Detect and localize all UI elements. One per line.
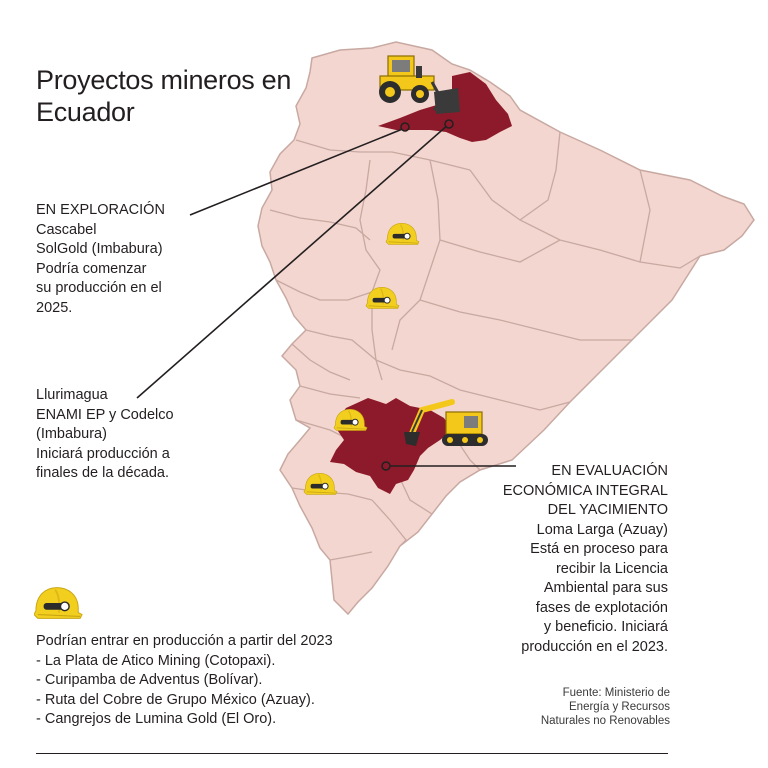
exploration-note: Podría comenzar — [36, 260, 147, 277]
exploration-status: EN EXPLORACIÓN — [36, 202, 165, 218]
map-title — [36, 64, 291, 128]
source-note — [541, 686, 670, 728]
source-line: Energía y Recursos — [569, 701, 670, 713]
evaluation-note: Está en proceso para — [530, 541, 668, 557]
legend-list — [36, 632, 333, 730]
source-line: Fuente: Ministerio de — [562, 687, 670, 699]
evaluation-status: ECONÓMICA INTEGRAL — [502, 482, 668, 499]
llurimagua-province: (Imbabura) — [36, 426, 107, 442]
llurimagua-note: Iniciará producción a — [36, 445, 170, 462]
evaluation-note: Ambiental para sus — [543, 580, 668, 596]
title-line: Ecuador — [36, 97, 135, 127]
source-line: Naturales no Renovables — [540, 715, 670, 727]
evaluation-status: EN EVALUACIÓN — [551, 463, 668, 479]
evaluation-project: Loma Larga (Azuay) — [536, 521, 668, 538]
exploration-company: SolGold (Imbabura) — [36, 241, 163, 257]
evaluation-note: y beneficio. Iniciará — [543, 619, 668, 635]
legend-item: - Cangrejos de Lumina Gold (El Oro). — [36, 711, 277, 727]
evaluation-note: fases de explotación — [535, 599, 668, 616]
bottom-divider — [36, 753, 668, 754]
exploration-note: su producción en el — [36, 280, 162, 296]
llurimagua-company: ENAMI EP y Codelco — [36, 406, 174, 423]
title-line: Proyectos mineros en — [36, 65, 292, 95]
exploration-project: Cascabel — [36, 221, 97, 238]
legend-heading: Podrían entrar en producción a partir del 2023 — [36, 633, 333, 649]
evaluation-note: recibir la Licencia — [555, 560, 668, 577]
llurimagua-callout — [36, 386, 174, 484]
evaluation-callout — [503, 462, 668, 657]
hard-hat-icon — [34, 580, 84, 626]
legend-item: - La Plata de Atico Mining (Cotopaxi). — [36, 652, 276, 669]
exploration-note: 2025. — [36, 299, 73, 316]
evaluation-note: producción en el 2023. — [521, 638, 668, 655]
evaluation-status: DEL YACIMIENTO — [547, 502, 668, 518]
legend-item: - Ruta del Cobre de Grupo México (Azuay). — [36, 691, 315, 708]
legend-item: - Curipamba de Adventus (Bolívar). — [36, 672, 263, 688]
llurimagua-note: finales de la década. — [36, 465, 170, 481]
exploration-callout — [36, 201, 165, 318]
llurimagua-project: Llurimagua — [36, 387, 108, 403]
